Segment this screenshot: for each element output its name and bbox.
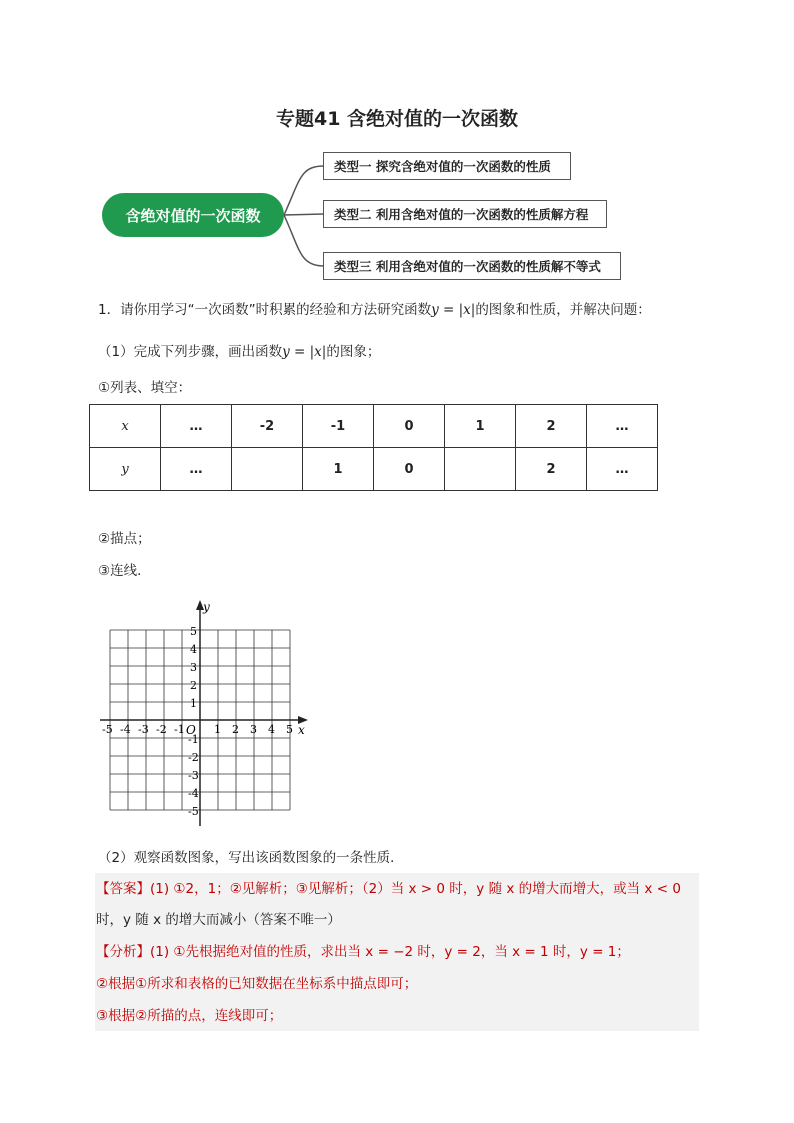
coordinate-grid [90, 596, 320, 832]
table-cell: 0 [374, 448, 445, 491]
y-tick-label: 2 [190, 679, 197, 692]
x-axis-label: x [298, 723, 305, 737]
table-cell: 1 [303, 448, 374, 491]
mindmap-branch-2: 类型二 利用含绝对值的一次函数的性质解方程 [323, 200, 607, 228]
step2-label: ②描点； [98, 531, 151, 547]
y-tick-label: 4 [190, 643, 197, 656]
analysis-line-1: 【分析】(1) ①先根据绝对值的性质，求出当 x = −2 时，y = 2，当 x = 1 时，y = 1； [96, 944, 630, 960]
question-intro: 1．请你用学习“一次函数”时积累的经验和方法研究函数y = |x|的图象和性质，并解决问题： [98, 302, 651, 318]
table-cell: … [161, 405, 232, 448]
table-cell: … [161, 448, 232, 491]
x-tick-label: 5 [286, 723, 293, 736]
x-tick-label: 2 [232, 723, 239, 736]
y-tick-label: 1 [190, 697, 197, 710]
analysis-line-3: ③根据②所描的点，连线即可； [96, 1008, 283, 1024]
table-cell: 2 [516, 405, 587, 448]
page-title: 专题41 含绝对值的一次函数 [275, 108, 519, 130]
analysis-line-2: ②根据①所求和表格的已知数据在坐标系中描点即可； [96, 976, 418, 992]
origin-label: O [186, 723, 196, 737]
step3-label: ③连线． [98, 563, 151, 579]
y-tick-label: -5 [188, 805, 199, 818]
x-tick-label: -4 [120, 723, 131, 736]
part2-prompt: （2）观察函数图象，写出该函数图象的一条性质． [98, 850, 404, 866]
mindmap-branch-1: 类型一 探究含绝对值的一次函数的性质 [323, 152, 571, 180]
y-tick-label: -4 [188, 787, 199, 800]
step1-label: ①列表、填空： [98, 380, 192, 396]
table-cell: -2 [232, 405, 303, 448]
table-row-y [90, 448, 658, 491]
table-row-x [90, 405, 658, 448]
x-tick-label: 3 [250, 723, 257, 736]
y-tick-label: 5 [190, 625, 197, 638]
x-tick-label: -3 [138, 723, 149, 736]
y-tick-label: -3 [188, 769, 199, 782]
y-tick-label: -2 [188, 751, 199, 764]
table-cell-blank[interactable] [445, 448, 516, 491]
x-tick-label: -2 [156, 723, 167, 736]
table-cell-blank[interactable] [232, 448, 303, 491]
mindmap-center: 含绝对值的一次函数 [102, 193, 284, 237]
table-cell: -1 [303, 405, 374, 448]
answer-line-1: 【答案】(1) ①2，1；②见解析；③见解析；（2）当 x > 0 时，y 随 x 的增大而增大，或当 x < 0 [96, 881, 681, 897]
y-tick-label: -1 [188, 733, 199, 746]
tick-labels [102, 625, 293, 818]
part1-prompt: （1）完成下列步骤，画出函数y = |x|的图象； [98, 344, 381, 360]
table-cell: … [587, 448, 658, 491]
x-tick-label: 1 [214, 723, 221, 736]
table-cell: 1 [445, 405, 516, 448]
table-cell: 2 [516, 448, 587, 491]
y-axis-label: y [203, 600, 210, 614]
y-tick-label: 3 [190, 661, 197, 674]
value-table [89, 404, 658, 491]
x-tick-label: -5 [102, 723, 113, 736]
table-cell: y [90, 448, 161, 491]
x-tick-label: 4 [268, 723, 275, 736]
x-tick-label: -1 [174, 723, 185, 736]
table-cell: … [587, 405, 658, 448]
answer-line-2: 时，y 随 x 的增大而减小（答案不唯一） [96, 912, 341, 928]
table-cell: x [90, 405, 161, 448]
table-cell: 0 [374, 405, 445, 448]
mindmap-branch-3: 类型三 利用含绝对值的一次函数的性质解不等式 [323, 252, 621, 280]
